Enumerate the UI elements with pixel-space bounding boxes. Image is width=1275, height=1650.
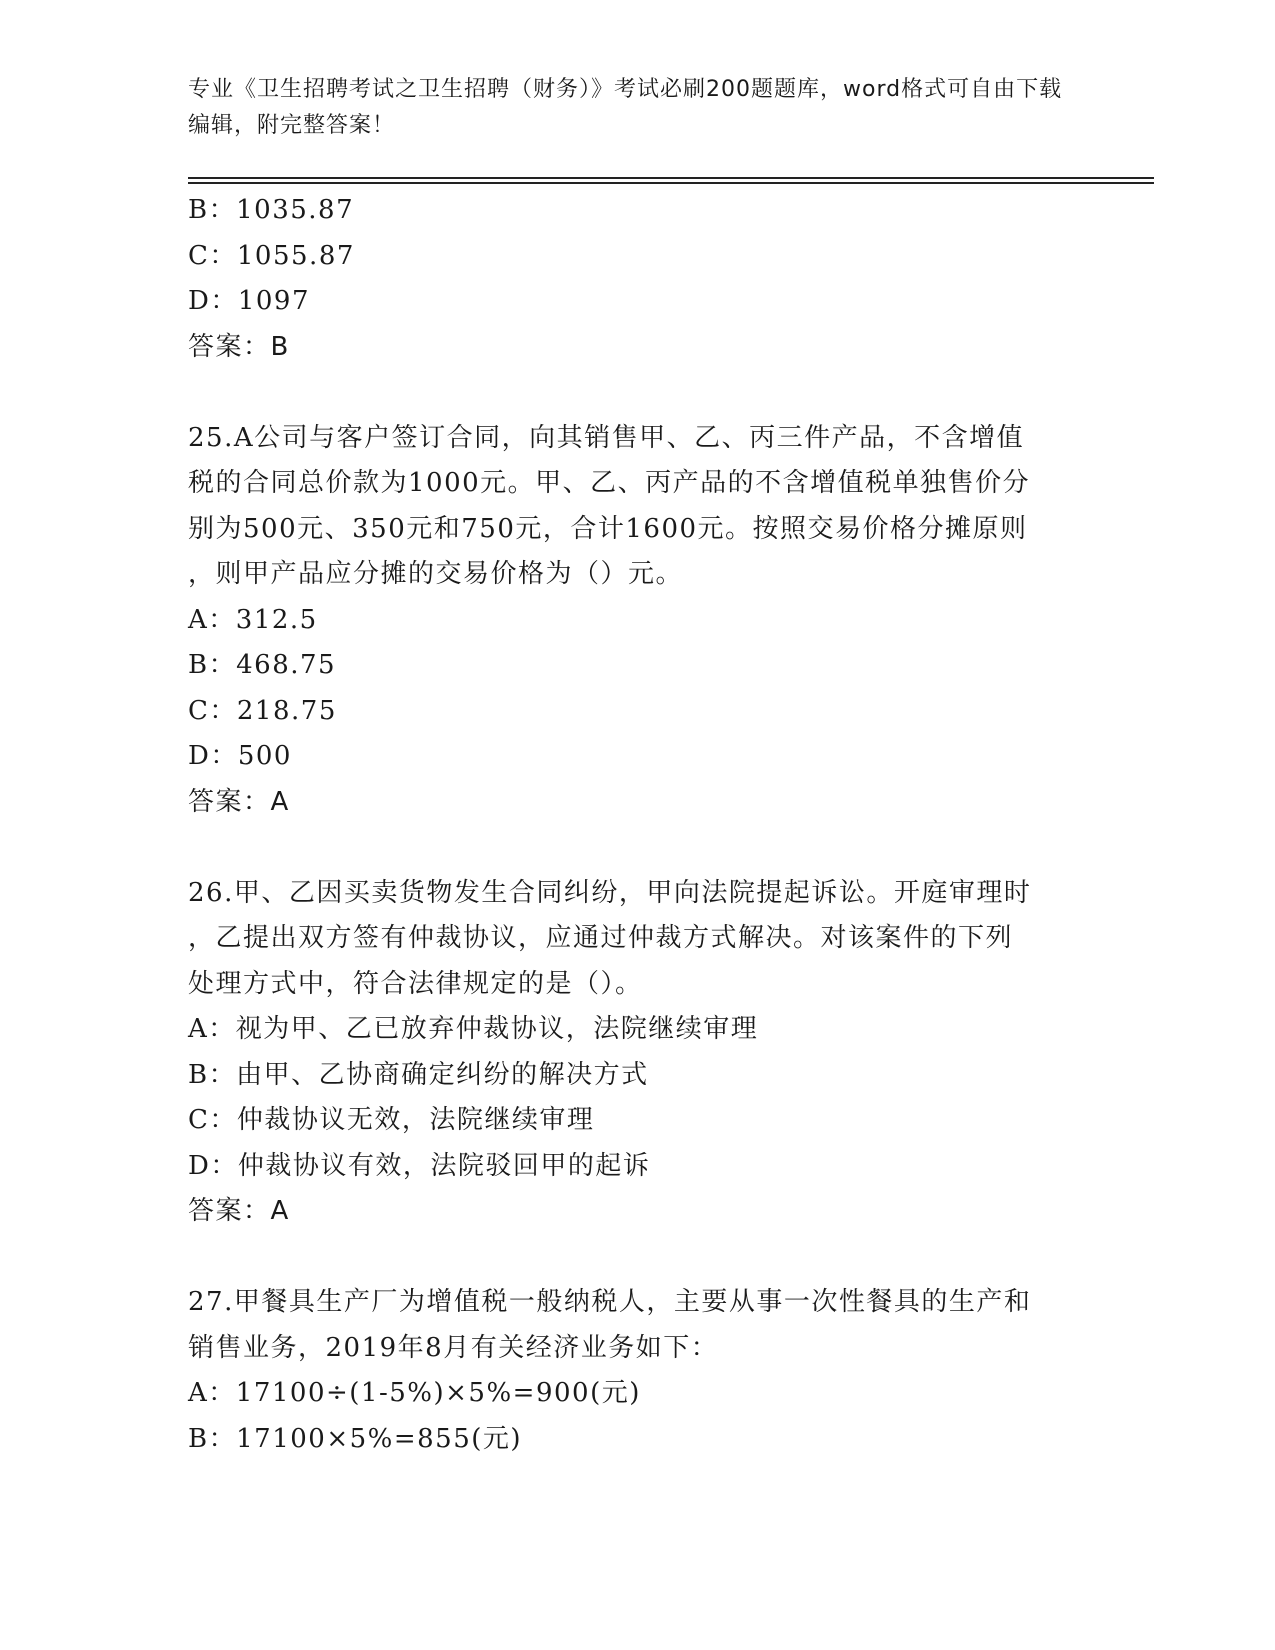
option-c: C：1055.87 [188, 240, 355, 271]
option-d: D：1097 [188, 286, 311, 316]
question-stem-line: 27.甲餐具生产厂为增值税一般纳税人，主要从事一次性餐具的生产和 [188, 1287, 1032, 1317]
header-rule-top [188, 177, 1154, 179]
answer: 答案：A [188, 786, 290, 817]
question-25 [188, 416, 1068, 826]
page-header [188, 72, 1068, 144]
answer: 答案：B [188, 331, 290, 362]
document-body [188, 188, 1068, 1462]
question-stem-line: 别为500元、350元和750元，合计1600元。按照交易价格分摊原则 [188, 513, 1028, 544]
option-b: B：468.75 [188, 650, 337, 680]
question-stem-line: ，乙提出双方签有仲裁协议，应通过仲裁方式解决。对该案件的下列 [188, 923, 1014, 953]
option-d: D：500 [188, 741, 292, 771]
question-stem-line: 销售业务，2019年8月有关经济业务如下： [188, 1332, 719, 1363]
question-stem-line: 26.甲、乙因买卖货物发生合同纠纷，甲向法院提起诉讼。开庭审理时 [188, 877, 1032, 908]
question-stem-line: 处理方式中，符合法律规定的是（）。 [188, 968, 643, 999]
question-stem-line: 25.A公司与客户签订合同，向其销售甲、乙、丙三件产品，不含增值 [188, 422, 1025, 453]
question-stem-line: 税的合同总价款为1000元。甲、乙、丙产品的不含增值税单独售价分 [188, 468, 1031, 498]
option-c: C：仲裁协议无效，法院继续审理 [188, 1105, 595, 1135]
header-rule-bottom [188, 182, 1154, 184]
option-b: B：17100×5%=855(元) [188, 1423, 523, 1454]
spacer [188, 370, 1068, 416]
question-26 [188, 871, 1068, 1235]
option-b: B：1035.87 [188, 195, 355, 225]
header-text: 专业《卫生招聘考试之卫生招聘（财务）》考试必刷200题题库，word格式可自由下载编辑，附完整答案！ [188, 77, 1063, 138]
spacer [188, 1235, 1068, 1281]
option-a: A：312.5 [188, 604, 318, 635]
answer: 答案：A [188, 1196, 290, 1226]
option-a: A：17100÷(1-5%)×5%=900(元) [188, 1378, 641, 1408]
question-stem-line: ，则甲产品应分摊的交易价格为（）元。 [188, 559, 684, 589]
spacer [188, 825, 1068, 871]
question-24 [188, 188, 1068, 370]
option-c: C：218.75 [188, 695, 337, 726]
option-a: A：视为甲、乙已放弃仲裁协议，法院继续审理 [188, 1014, 759, 1044]
option-b: B：由甲、乙协商确定纠纷的解决方式 [188, 1059, 649, 1090]
question-27 [188, 1280, 1068, 1462]
option-d: D：仲裁协议有效，法院驳回甲的起诉 [188, 1150, 651, 1181]
